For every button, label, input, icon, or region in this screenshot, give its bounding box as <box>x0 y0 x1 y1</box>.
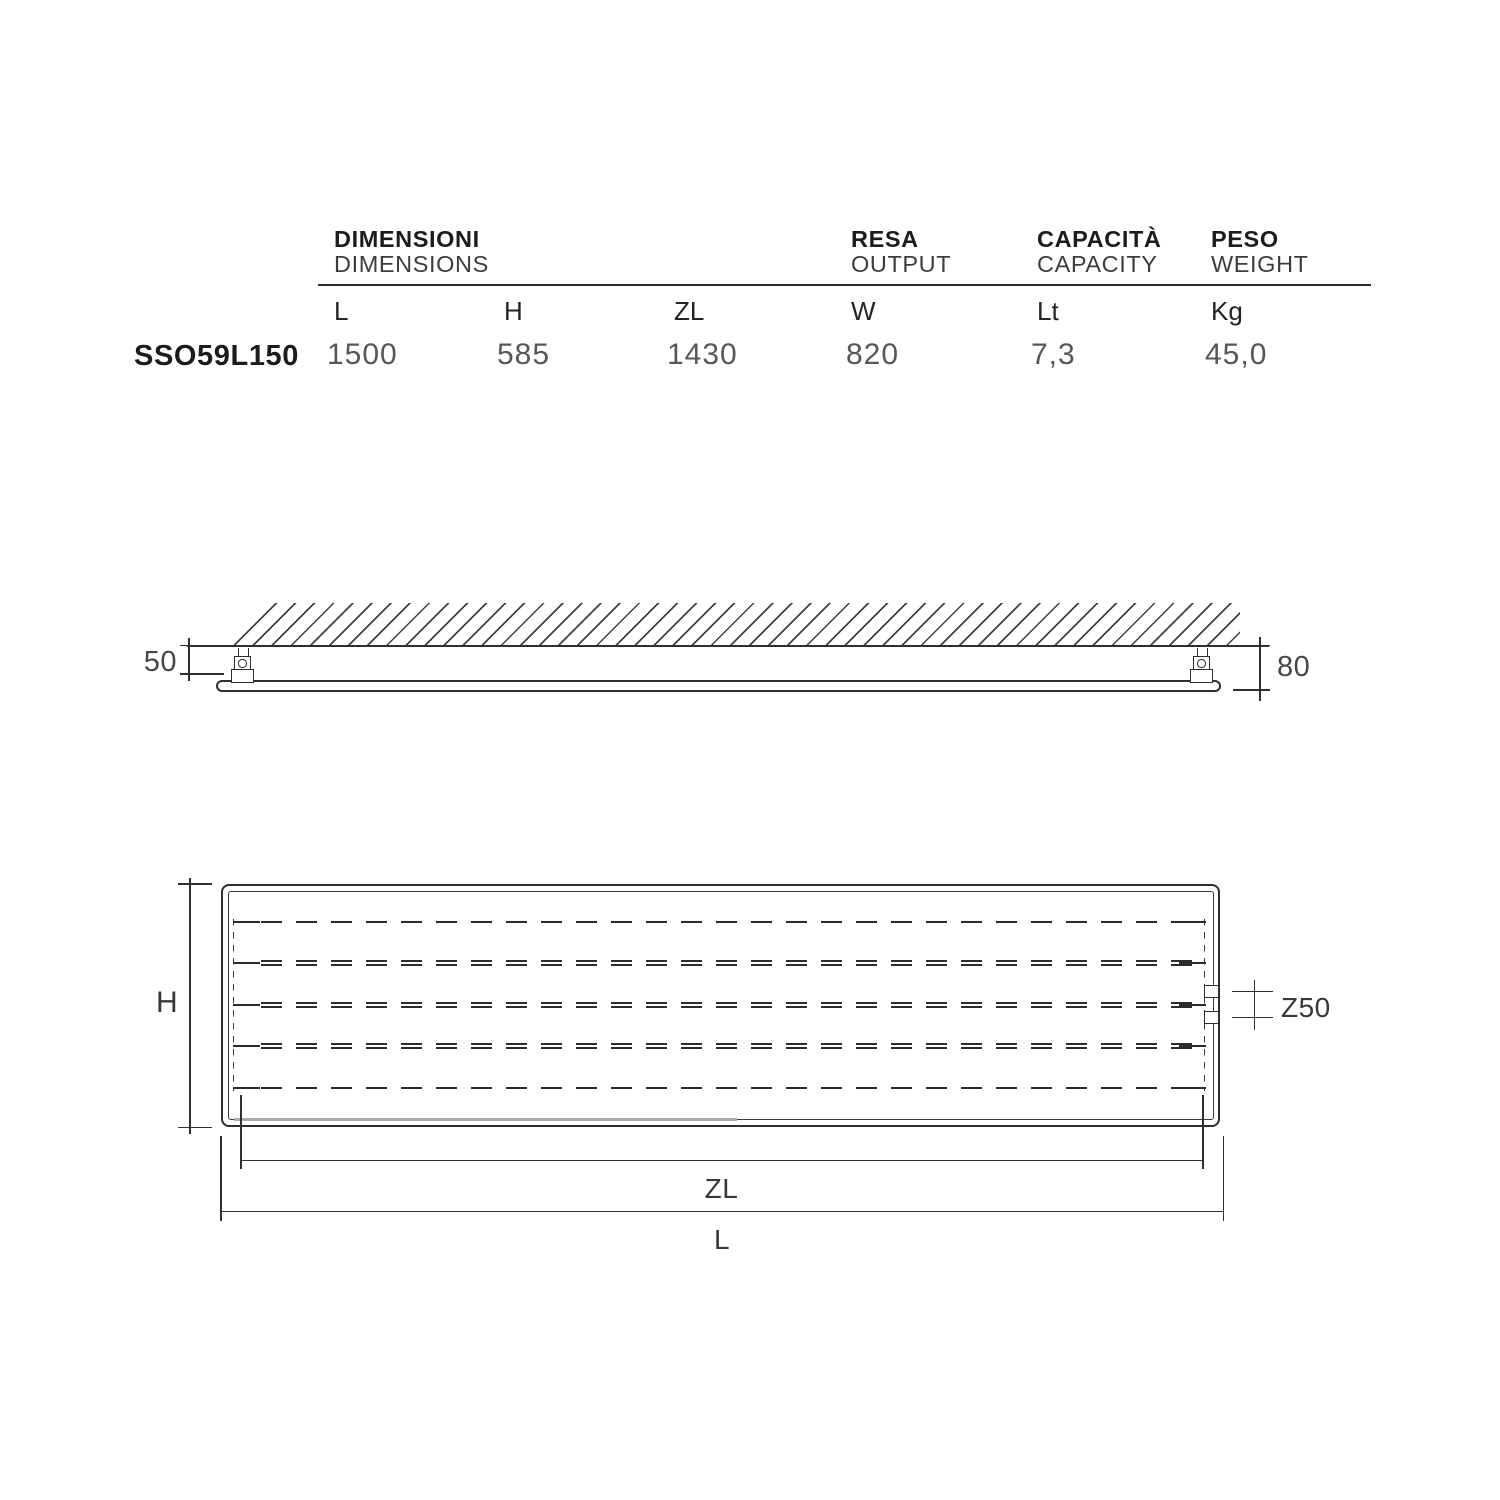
value-output: 820 <box>846 338 900 371</box>
wall-line <box>187 645 1269 647</box>
table-header-rule <box>318 284 1371 286</box>
dim-z50-tick-bottom <box>1232 1017 1273 1019</box>
bracket-right-roller-icon <box>1197 659 1206 668</box>
radiator-side-profile <box>216 680 1221 692</box>
column-unit-length: L <box>334 296 349 326</box>
group-header-dimensions-en: DIMENSIONS <box>334 251 489 277</box>
row-3-tick-right <box>1179 1004 1206 1007</box>
bracket-right-base <box>1190 669 1213 683</box>
group-header-capacity-it: CAPACITÀ <box>1037 226 1162 252</box>
group-header-dimensions-it: DIMENSIONI <box>334 226 480 252</box>
dim-zl-ext-left <box>240 1095 242 1169</box>
group-header-output-it: RESA <box>851 226 919 252</box>
dim-80-line <box>1259 637 1261 701</box>
dim-80-label: 80 <box>1277 651 1311 683</box>
element-row-2 <box>261 960 1197 966</box>
row-5-tick-right <box>1179 1087 1206 1090</box>
row-2-tick-right <box>1179 962 1206 965</box>
dim-l-ext-right <box>1223 1136 1225 1221</box>
row-4-tick-left <box>233 1045 260 1048</box>
dim-l-ext-left <box>220 1136 222 1221</box>
value-zl: 1430 <box>667 338 738 371</box>
dim-z50-tick-top <box>1232 991 1273 993</box>
dim-80-tick-bottom <box>1233 689 1270 691</box>
row-1-tick-right <box>1179 921 1206 924</box>
element-row-3 <box>261 1002 1197 1008</box>
element-row-5 <box>261 1087 1197 1090</box>
dim-50-tick-bottom <box>180 673 224 675</box>
wall-hatch <box>218 603 1240 646</box>
dim-zl-line <box>240 1160 1203 1162</box>
bracket-left-roller-icon <box>238 659 247 668</box>
bracket-left-base <box>231 669 254 683</box>
group-header-output-en: OUTPUT <box>851 251 952 277</box>
dim-50-tick-top <box>180 645 200 647</box>
connection-port-top <box>1204 985 1219 998</box>
element-row-4 <box>261 1043 1197 1049</box>
dim-h-tick-bottom <box>178 1127 212 1129</box>
column-unit-kg: Kg <box>1211 296 1243 326</box>
value-height: 585 <box>497 338 551 371</box>
row-5-tick-left <box>233 1087 260 1090</box>
dim-h-label: H <box>156 986 179 1019</box>
connection-port-bottom <box>1204 1011 1219 1024</box>
row-1-tick-left <box>233 921 260 924</box>
element-row-1 <box>261 921 1197 924</box>
row-4-tick-right <box>1179 1045 1206 1048</box>
dim-l-label: L <box>713 1224 731 1255</box>
front-bottom-shadow <box>234 1118 737 1121</box>
value-length: 1500 <box>327 338 398 371</box>
model-code: SSO59L150 <box>134 340 299 372</box>
dim-zl-label: ZL <box>704 1173 739 1204</box>
dim-h-tick-top <box>178 883 212 885</box>
dim-l-line <box>220 1211 1224 1213</box>
value-weight: 45,0 <box>1205 338 1268 371</box>
dim-h-line <box>189 878 191 1134</box>
column-unit-height: H <box>504 296 523 326</box>
dim-z50-label: Z50 <box>1281 992 1331 1023</box>
column-unit-litres: Lt <box>1037 296 1059 326</box>
value-capacity: 7,3 <box>1031 338 1076 371</box>
row-3-tick-left <box>233 1004 260 1007</box>
group-header-weight-it: PESO <box>1211 226 1279 252</box>
dim-50-label: 50 <box>143 646 177 678</box>
group-header-capacity-en: CAPACITY <box>1037 251 1158 277</box>
row-2-tick-left <box>233 962 260 965</box>
dim-80-tick-top <box>1251 645 1270 647</box>
group-header-weight-en: WEIGHT <box>1211 251 1309 277</box>
column-unit-zl: ZL <box>674 296 705 326</box>
dim-zl-ext-right <box>1202 1095 1204 1169</box>
column-unit-watt: W <box>851 296 876 326</box>
dim-z50-line <box>1254 980 1256 1030</box>
